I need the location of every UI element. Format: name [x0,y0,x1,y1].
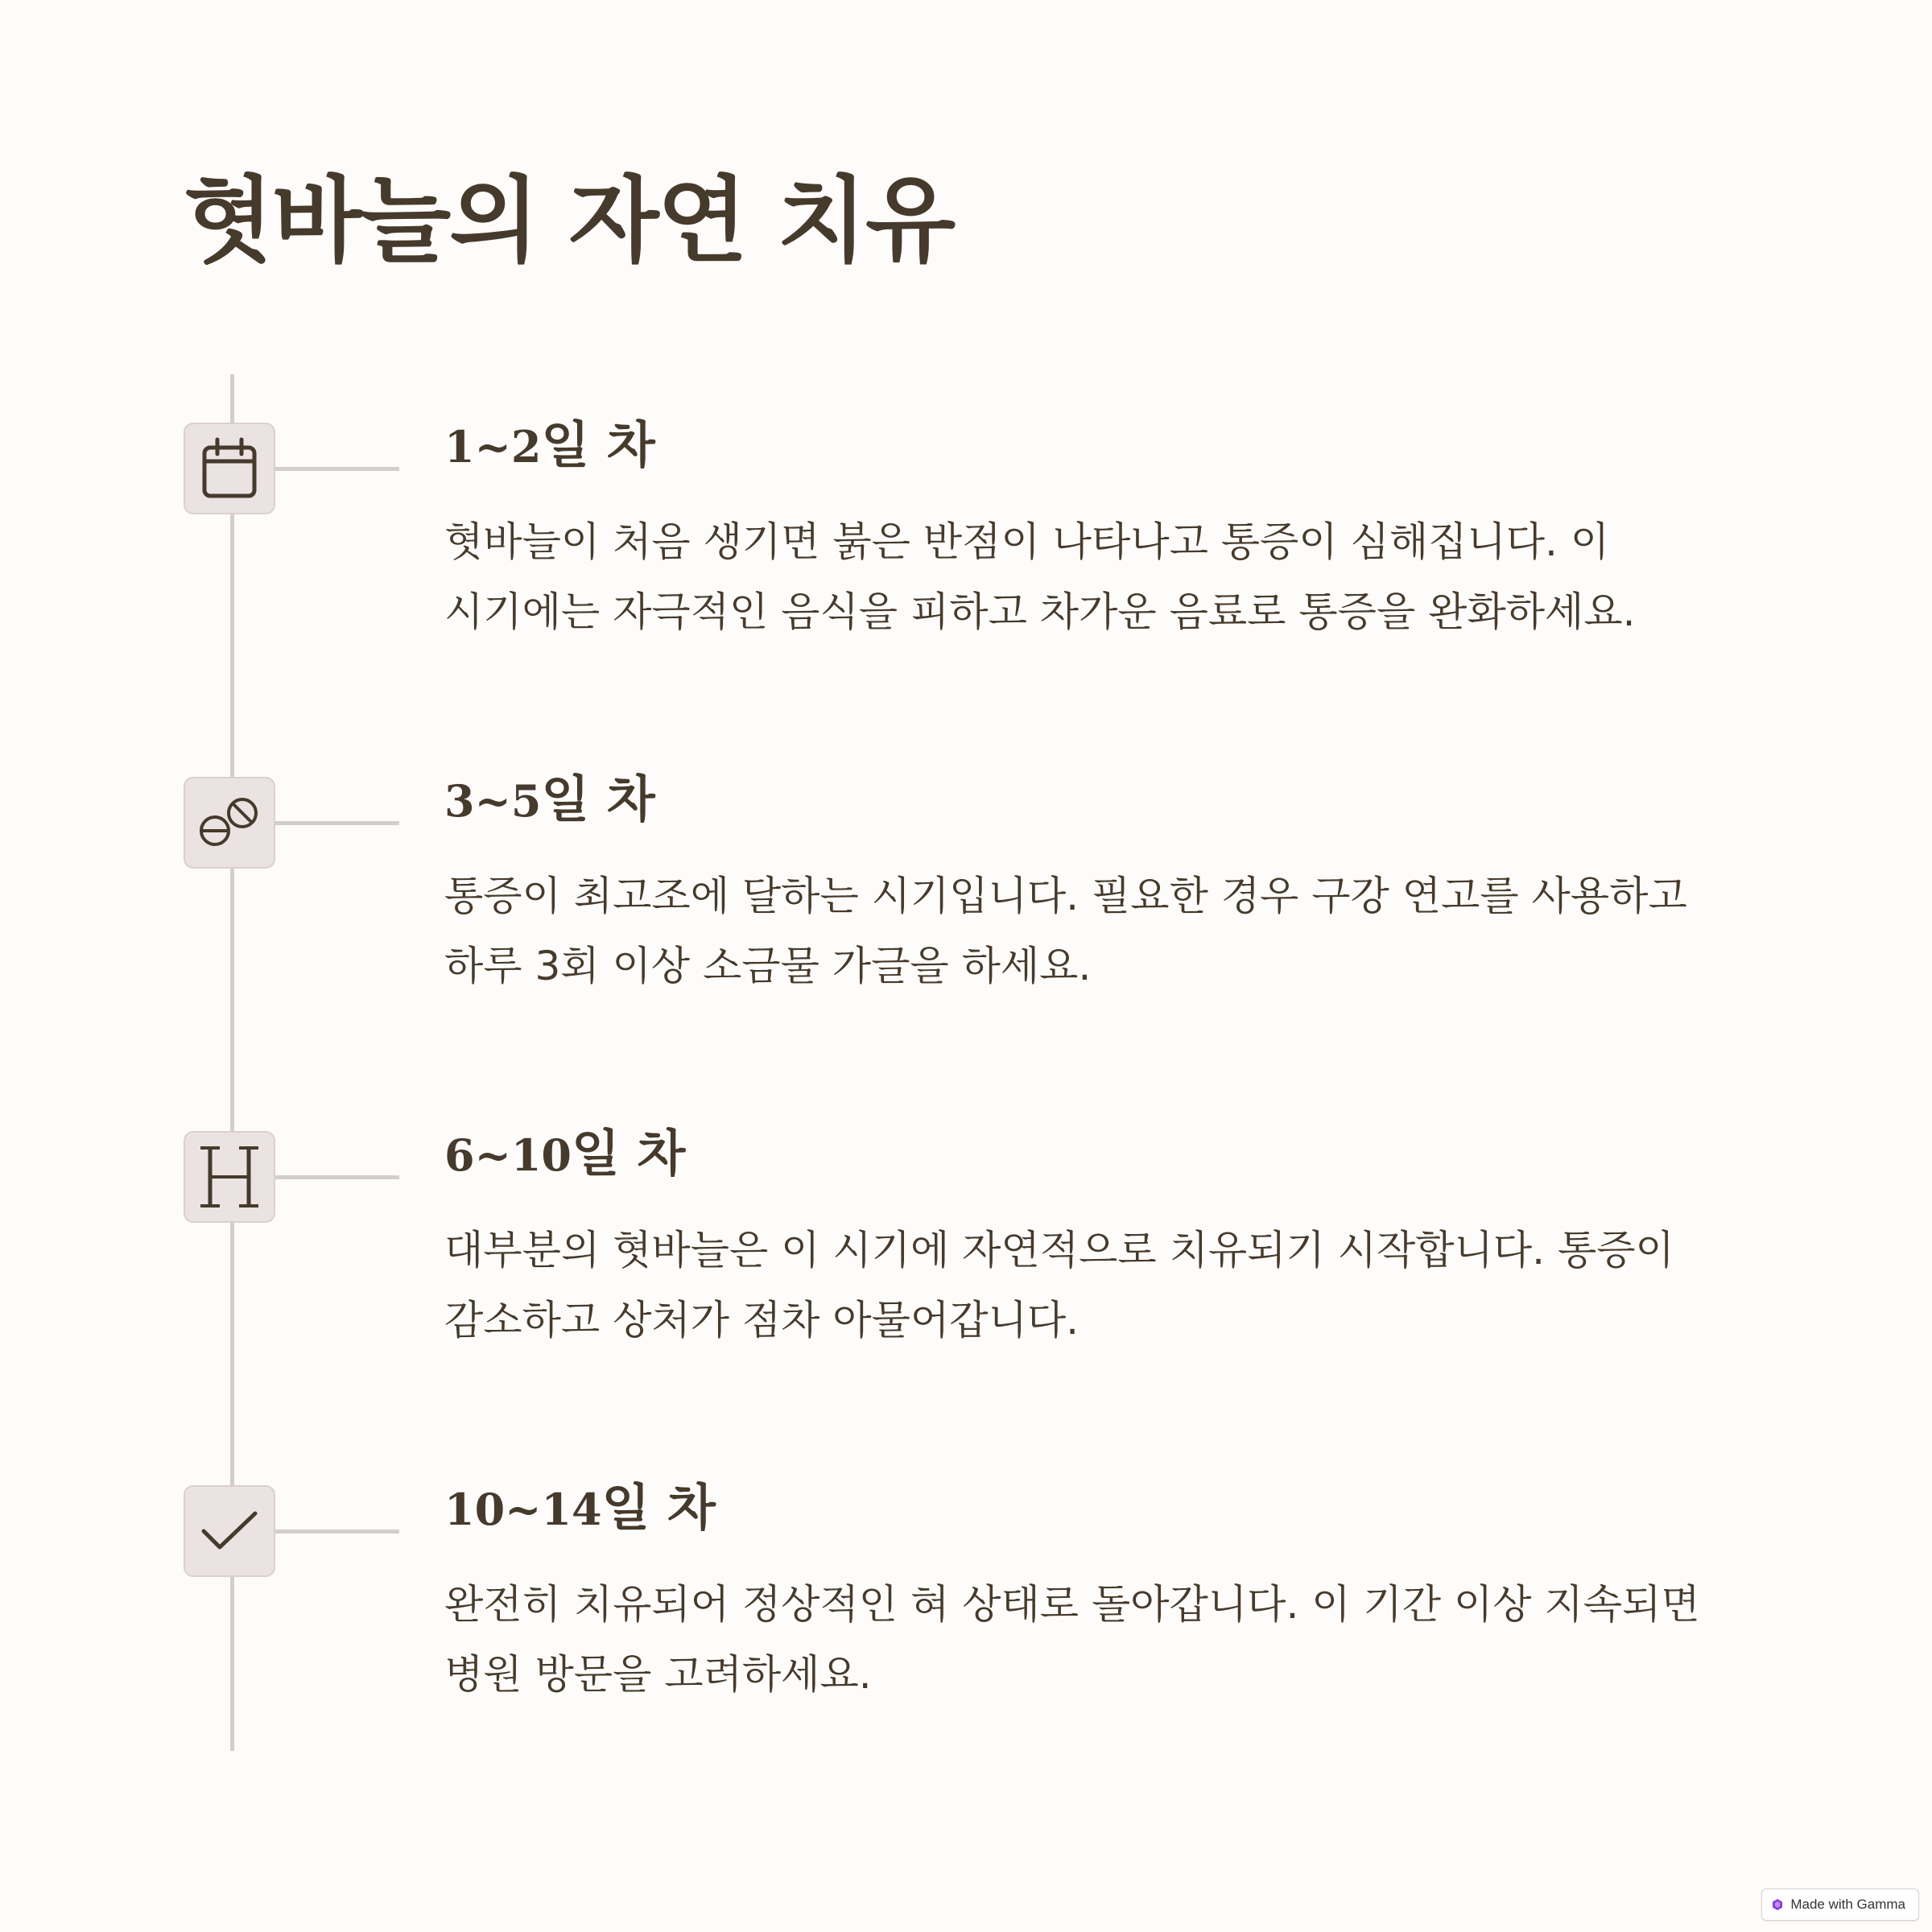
timeline-step [0,415,1932,664]
step-description: 통증이 최고조에 달하는 시기입니다. 필요한 경우 구강 연고를 사용하고 하루 3회 이상 소금물 가글을 하세요. [444,873,1687,989]
pills-icon [184,777,275,869]
connector-line [275,1175,399,1179]
made-with-gamma-badge[interactable] [1761,1889,1919,1921]
connector-line [275,1530,399,1534]
connector-line [275,821,399,825]
connector-line [275,467,399,471]
step-title: 6~10일 차 [444,1124,686,1183]
step-description: 대부분의 혓바늘은 이 시기에 자연적으로 치유되기 시작합니다. 통증이 감소하고 상처가 점차 아물어갑니다. [444,1227,1674,1344]
step-title: 1~2일 차 [444,415,655,474]
step-description: 혓바늘이 처음 생기면 붉은 반점이 나타나고 통증이 심해집니다. 이 시기에는 자극적인 음식을 피하고 차가운 음료로 통증을 완화하세요. [444,518,1636,635]
step-title: 10~14일 차 [444,1478,716,1537]
page-title: 혓바늘의 자연 치유 [184,167,955,275]
step-title: 3~5일 차 [444,770,655,828]
calendar-icon [184,423,275,514]
step-description: 완전히 치유되어 정상적인 혀 상태로 돌아갑니다. 이 기간 이상 지속되면 병원 방문을 고려하세요. [444,1581,1700,1698]
checkmark-icon [184,1485,275,1577]
timeline-step [0,1124,1932,1373]
timeline-step [0,1478,1932,1727]
gamma-logo-icon [1772,1899,1783,1910]
letter-h-icon [184,1131,275,1223]
timeline-step [0,770,1932,1018]
badge-label: Made with Gamma [1790,1897,1905,1912]
